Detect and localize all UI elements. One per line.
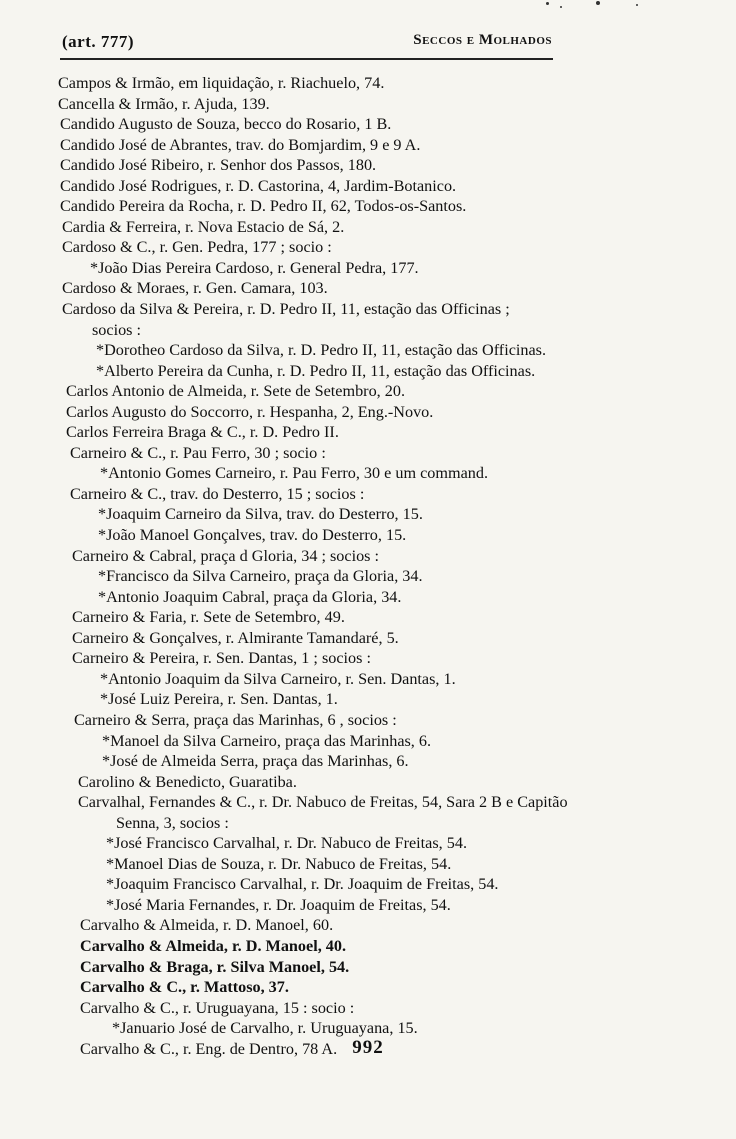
- directory-entry: Carvalhal, Fernandes & C., r. Dr. Nabuco de Freitas, 54, Sara 2 B e Capitão: [78, 793, 568, 812]
- directory-entry: *Manoel da Silva Carneiro, praça das Marinhas, 6.: [102, 731, 432, 750]
- directory-entry: Cardoso & C., r. Gen. Pedra, 177 ; socio :: [62, 238, 332, 257]
- directory-entry: Carneiro & Faria, r. Sete de Setembro, 49.: [72, 608, 345, 627]
- directory-entry: *Joaquim Francisco Carvalhal, r. Dr. Joaquim de Freitas, 54.: [106, 875, 499, 894]
- directory-entry: Campos & Irmão, em liquidação, r. Riachuelo, 74.: [58, 74, 385, 92]
- directory-entry: Carneiro & C., trav. do Desterro, 15 ; socios :: [70, 484, 365, 503]
- directory-entry: Carvalho & Almeida, r. D. Manoel, 40.: [80, 936, 347, 955]
- directory-entry: Carvalho & C., r. Eng. de Dentro, 78 A.: [80, 1039, 338, 1058]
- directory-entry: Candido Pereira da Rocha, r. D. Pedro II, 62, Todos-os-Santos.: [60, 197, 467, 216]
- directory-entry: *Francisco da Silva Carneiro, praça da Gloria, 34.: [98, 567, 423, 586]
- directory-entry: Carlos Antonio de Almeida, r. Sete de Setembro, 20.: [66, 382, 405, 401]
- directory-entry: Candido Augusto de Souza, becco do Rosario, 1 B.: [60, 115, 392, 134]
- directory-entry: Candido José de Abrantes, trav. do Bomjardim, 9 e 9 A.: [60, 135, 421, 154]
- directory-entry: Candido José Ribeiro, r. Senhor dos Passos, 180.: [60, 156, 377, 175]
- directory-entry: *Januario José de Carvalho, r. Uruguayana, 15.: [112, 1019, 418, 1038]
- directory-entries: [0, 73, 736, 1059]
- directory-entry: Carvalho & Almeida, r. D. Manoel, 60.: [80, 916, 334, 935]
- directory-entry: Cardoso & Moraes, r. Gen. Camara, 103.: [62, 279, 328, 298]
- directory-entry: Carlos Ferreira Braga & C., r. D. Pedro II.: [66, 423, 339, 442]
- directory-entry: Carvalho & C., r. Mattoso, 37.: [80, 978, 289, 997]
- directory-entry: Cancella & Irmão, r. Ajuda, 139.: [58, 94, 270, 113]
- directory-entry: *José de Almeida Serra, praça das Marinhas, 6.: [102, 752, 409, 771]
- directory-entry: *Joaquim Carneiro da Silva, trav. do Desterro, 15.: [98, 505, 423, 524]
- directory-entry: Carlos Augusto do Soccorro, r. Hespanha, 2, Eng.-Novo.: [66, 402, 434, 421]
- directory-entry: Carolino & Benedicto, Guaratiba.: [78, 772, 297, 791]
- page-number: 992: [352, 1037, 384, 1058]
- directory-entry: Senna, 3, socios :: [116, 813, 229, 832]
- directory-entry: *Antonio Joaquim Cabral, praça da Gloria, 34.: [98, 587, 402, 606]
- section-title: Seccos e Molhados: [413, 32, 552, 48]
- running-header: [62, 32, 552, 58]
- header-rule: [60, 58, 553, 60]
- directory-entry: *Antonio Joaquim da Silva Carneiro, r. Sen. Dantas, 1.: [100, 669, 456, 688]
- directory-entry: *Alberto Pereira da Cunha, r. D. Pedro II, 11, estação das Officinas.: [96, 361, 536, 380]
- article-number: (art. 777): [62, 32, 135, 51]
- directory-entry: Carvalho & Braga, r. Silva Manoel, 54.: [80, 957, 350, 976]
- directory-entry: Carneiro & Cabral, praça d Gloria, 34 ; socios :: [72, 546, 380, 565]
- print-smudge: [476, 0, 676, 18]
- directory-entry: Cardia & Ferreira, r. Nova Estacio de Sá, 2.: [62, 217, 345, 236]
- directory-entry: Carvalho & C., r. Uruguayana, 15 : socio :: [80, 998, 355, 1017]
- directory-entry: *Manoel Dias de Souza, r. Dr. Nabuco de Freitas, 54.: [106, 854, 452, 873]
- directory-entry: Carneiro & Pereira, r. Sen. Dantas, 1 ; socios :: [72, 649, 371, 668]
- directory-entry: Carneiro & C., r. Pau Ferro, 30 ; socio :: [70, 443, 326, 462]
- directory-entry: *Antonio Gomes Carneiro, r. Pau Ferro, 30 e um command.: [100, 464, 488, 483]
- directory-entry: *João Manoel Gonçalves, trav. do Desterro, 15.: [98, 526, 407, 545]
- directory-entry: *José Francisco Carvalhal, r. Dr. Nabuco de Freitas, 54.: [106, 834, 467, 853]
- directory-entry: *José Luiz Pereira, r. Sen. Dantas, 1.: [100, 690, 338, 709]
- directory-entry: socios :: [92, 320, 142, 339]
- directory-entry: *João Dias Pereira Cardoso, r. General Pedra, 177.: [90, 258, 419, 277]
- directory-entry: Candido José Rodrigues, r. D. Castorina, 4, Jardim-Botanico.: [60, 176, 457, 195]
- directory-entry: *José Maria Fernandes, r. Dr. Joaquim de Freitas, 54.: [106, 895, 451, 914]
- directory-entry: Carneiro & Gonçalves, r. Almirante Tamandaré, 5.: [72, 628, 399, 647]
- directory-entry: *Dorotheo Cardoso da Silva, r. D. Pedro II, 11, estação das Officinas.: [96, 341, 547, 360]
- directory-entry: Carneiro & Serra, praça das Marinhas, 6 , socios :: [74, 710, 397, 729]
- directory-entry: Cardoso da Silva & Pereira, r. D. Pedro II, 11, estação das Officinas ;: [62, 300, 510, 319]
